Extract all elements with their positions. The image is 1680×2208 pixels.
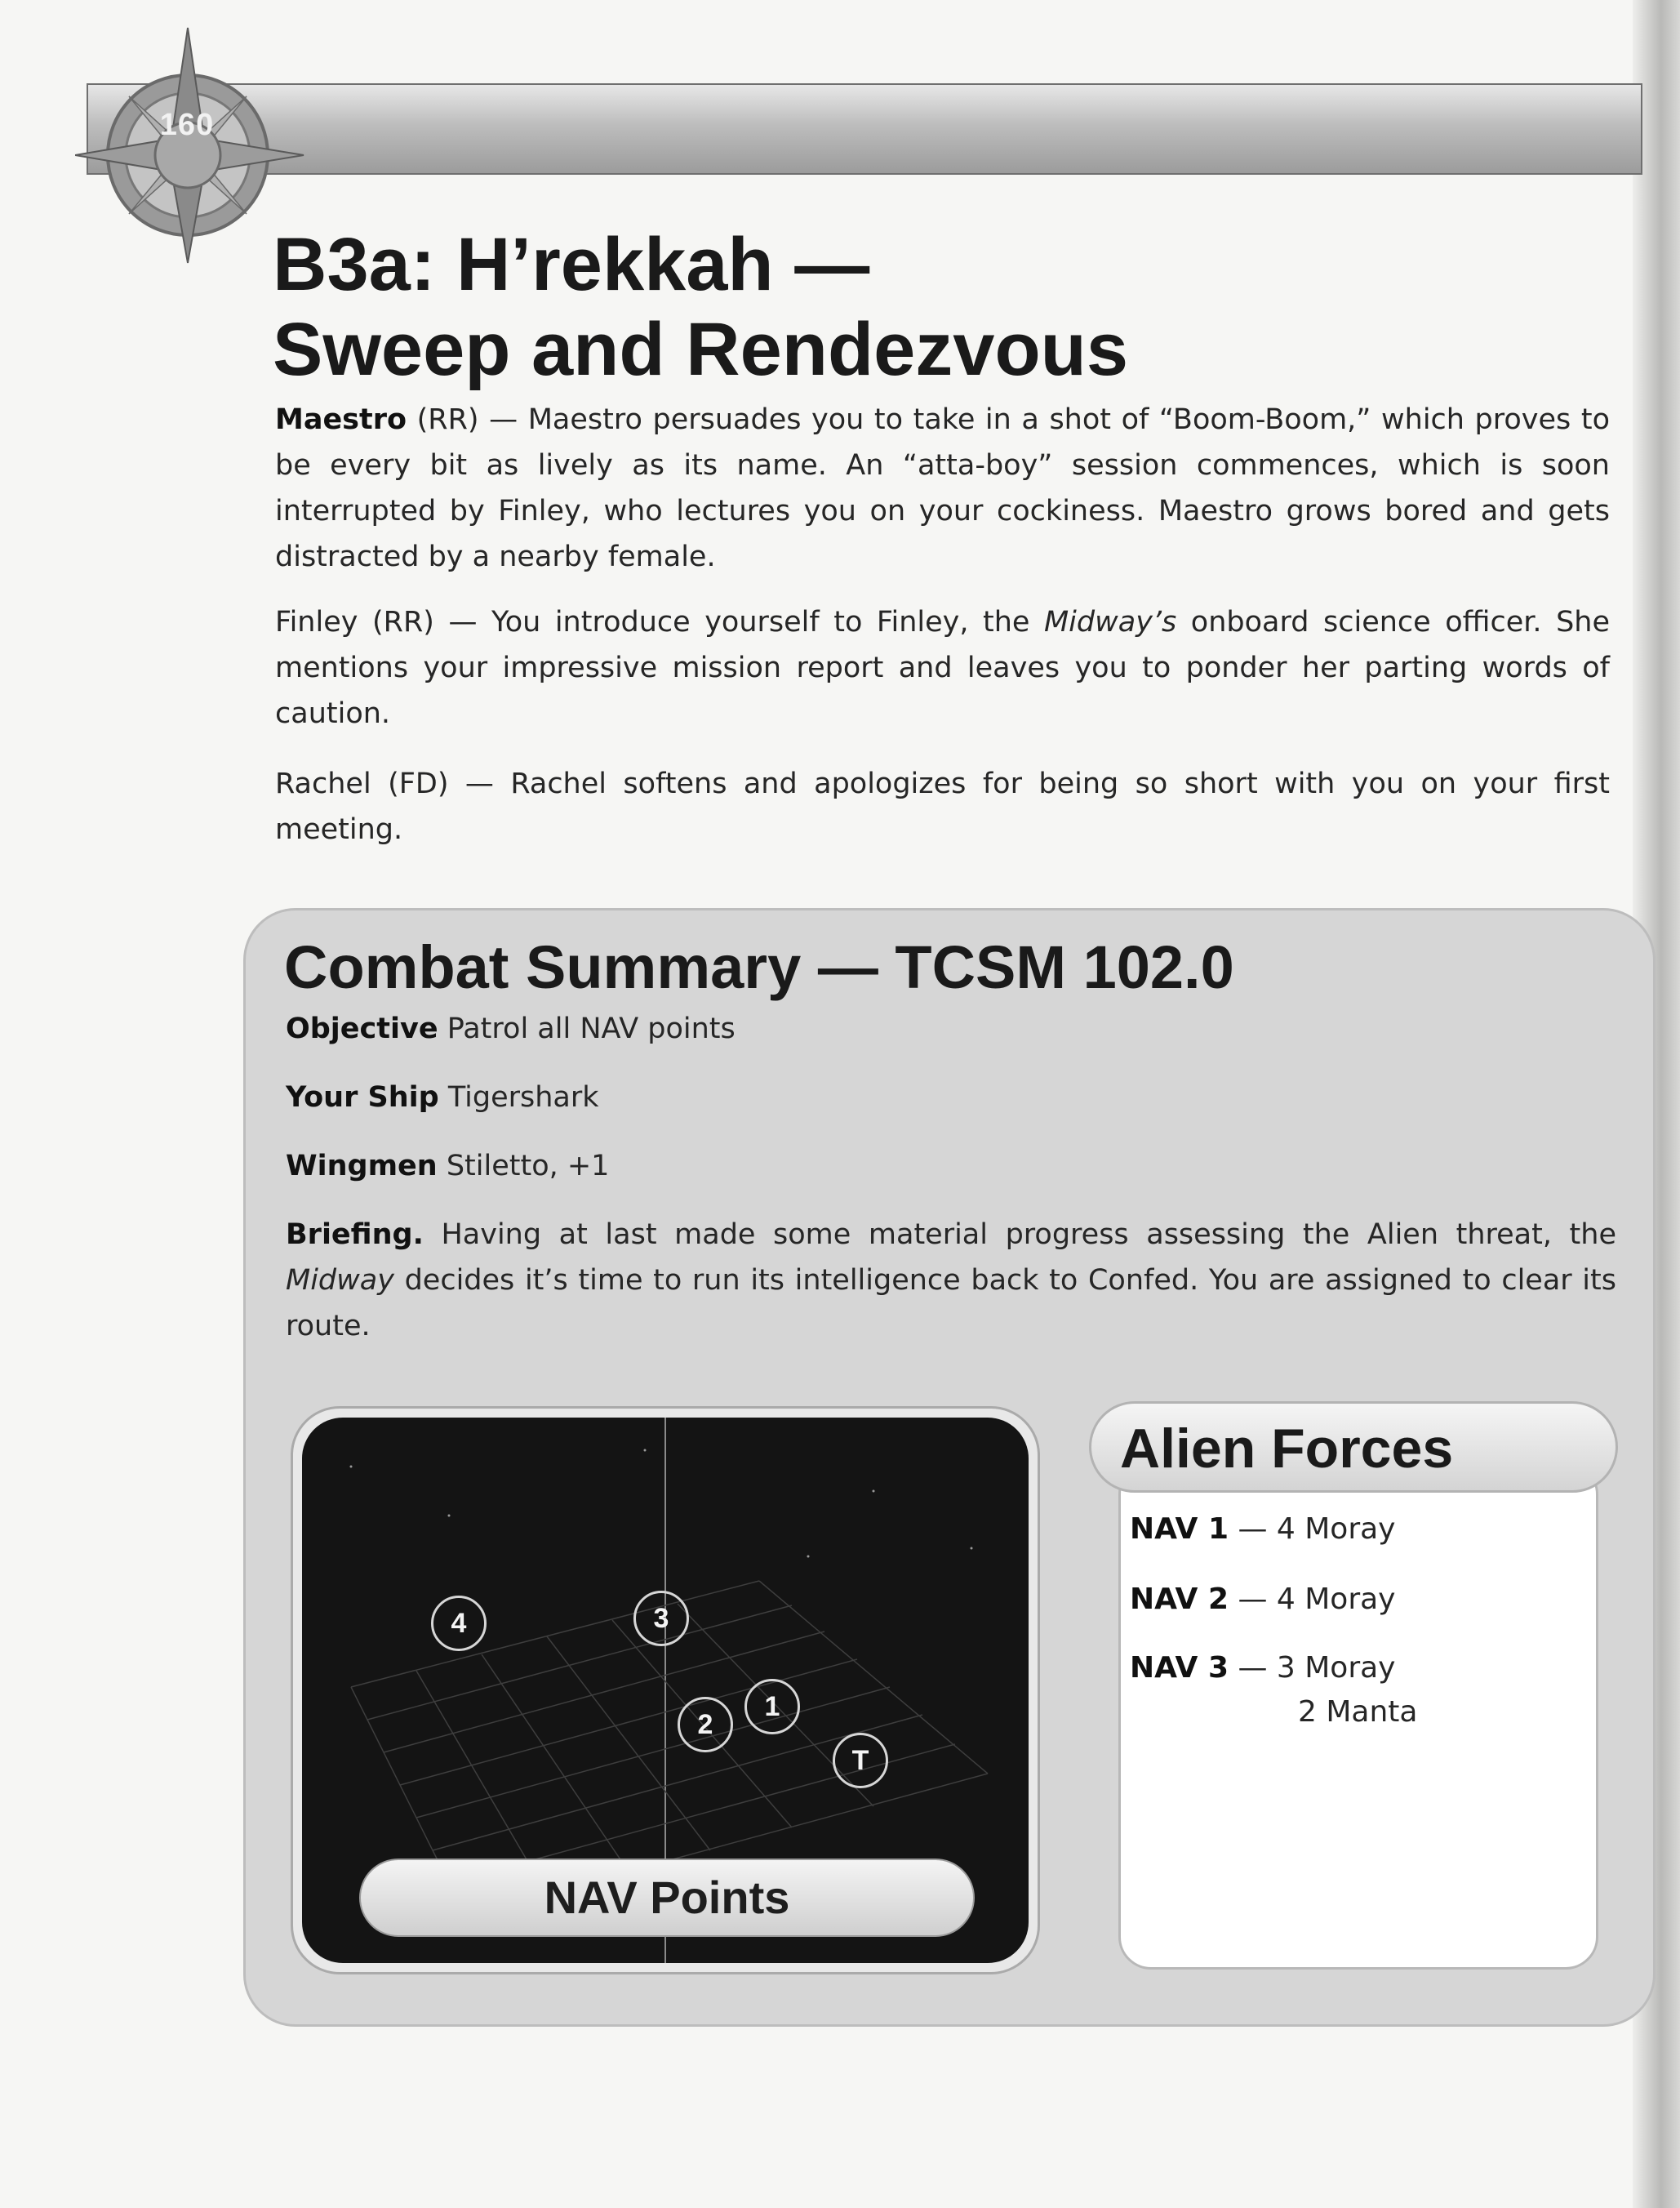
nav1-label: NAV 1 bbox=[1130, 1512, 1229, 1546]
wingmen-label: Wingmen bbox=[286, 1150, 438, 1182]
nav-point-3: 3 bbox=[633, 1591, 689, 1646]
alien-entry-nav3 bbox=[1130, 1646, 1587, 1734]
briefing-text-post: decides it’s time to run its intelligence back to Confed. You are assigned to clear its route. bbox=[286, 1264, 1616, 1342]
wingmen-value: Stiletto, +1 bbox=[437, 1150, 610, 1182]
finley-paragraph bbox=[275, 599, 1610, 737]
ship-value: Tigershark bbox=[438, 1081, 599, 1114]
alien-entry-nav1 bbox=[1130, 1507, 1587, 1551]
ship-label: Your Ship bbox=[286, 1081, 439, 1114]
maestro-name: Maestro bbox=[275, 403, 407, 436]
maestro-paragraph bbox=[275, 397, 1610, 580]
title-line-2: Sweep and Rendezvous bbox=[273, 308, 1129, 391]
rachel-paragraph: Rachel (FD) — Rachel softens and apologizes for being so short with you on your first meeting. bbox=[275, 768, 1610, 846]
ship-line bbox=[286, 1075, 1616, 1120]
nav3-force-1: 3 Moray bbox=[1276, 1651, 1396, 1685]
objective-line bbox=[286, 1006, 1616, 1052]
finley-text-post: onboard science officer. She mentions your impressive mission report and leaves you to ponder her parting words of caution. bbox=[275, 606, 1611, 730]
alien-entry-nav2 bbox=[1130, 1578, 1587, 1622]
briefing-ship-name: Midway bbox=[286, 1264, 394, 1297]
page-title bbox=[273, 222, 1579, 392]
nav2-force-1: 4 Moray bbox=[1276, 1583, 1396, 1616]
nav2-sep: — bbox=[1229, 1583, 1277, 1616]
nav1-force-1: 4 Moray bbox=[1276, 1512, 1396, 1546]
alien-forces-title: Alien Forces bbox=[1120, 1418, 1454, 1480]
nav3-sep: — bbox=[1229, 1651, 1277, 1685]
page-number: 160 bbox=[159, 108, 215, 142]
nav1-sep: — bbox=[1229, 1512, 1277, 1546]
nav-point-target: T bbox=[833, 1733, 888, 1788]
title-line-1: B3a: H’rekkah — bbox=[273, 223, 870, 306]
nav3-label: NAV 3 bbox=[1130, 1651, 1229, 1685]
nav-point-4: 4 bbox=[431, 1596, 487, 1651]
combat-summary-title: Combat Summary — TCSM 102.0 bbox=[284, 933, 1234, 1001]
briefing-text-pre: Having at last made some material progress assessing the Alien threat, the bbox=[423, 1218, 1616, 1251]
briefing-label: Briefing. bbox=[286, 1218, 424, 1251]
finley-text-pre: Finley (RR) — You introduce yourself to Finley, the bbox=[275, 606, 1044, 639]
nav3-force-2: 2 Manta bbox=[1298, 1695, 1418, 1729]
objective-value: Patrol all NAV points bbox=[438, 1013, 736, 1045]
objective-label: Objective bbox=[286, 1013, 438, 1045]
wingmen-line bbox=[286, 1143, 1616, 1189]
briefing-paragraph bbox=[286, 1212, 1616, 1349]
nav-point-2: 2 bbox=[678, 1697, 733, 1752]
nav-points-caption: NAV Points bbox=[359, 1859, 975, 1937]
finley-ship-name: Midway’s bbox=[1043, 606, 1177, 639]
nav-point-1: 1 bbox=[744, 1679, 800, 1734]
maestro-text: (RR) — Maestro persuades you to take in a shot of “Boom-Boom,” which proves to be every bit as lively as its name. An “atta-boy” session commences, which is soon interrupted by Finley, who lectures you on your cockiness. Maestro grows bored and gets distracted by a nearby female. bbox=[275, 403, 1610, 573]
nav2-label: NAV 2 bbox=[1130, 1583, 1229, 1616]
